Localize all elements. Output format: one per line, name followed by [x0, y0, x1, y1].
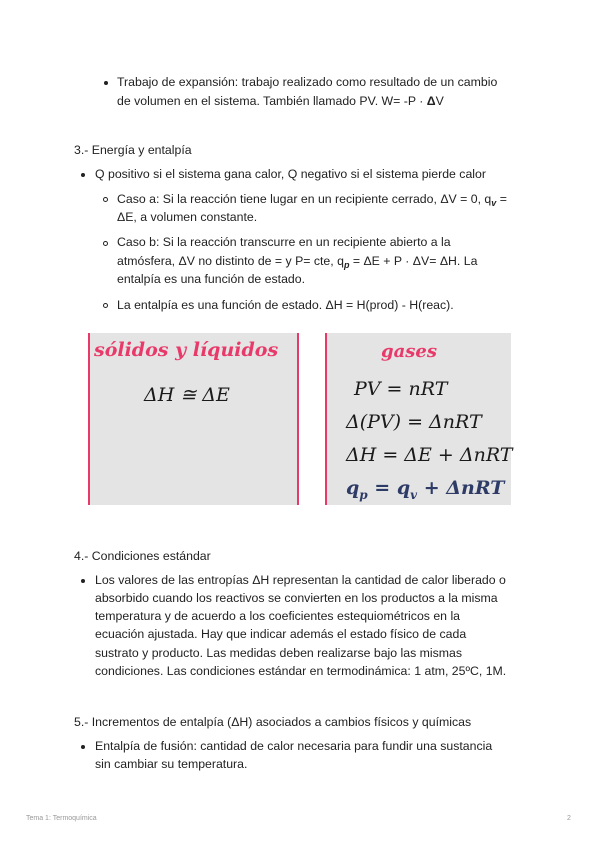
- expansion-line-2: [117, 92, 444, 111]
- caso-a-text: Caso a: Si la reacción tiene lugar en un recipiente cerrado, ΔV = 0, q: [117, 192, 492, 206]
- delta-symbol: Δ: [426, 94, 436, 108]
- bullet-dot: [104, 81, 108, 85]
- entalpia-estado: La entalpía es una función de estado. ΔH = H(prod) - H(reac).: [117, 298, 454, 312]
- solidos-liquidos-title: sólidos y líquidos: [94, 339, 279, 361]
- gas-equation-3: ΔH = ΔE + ΔnRT: [346, 444, 513, 466]
- equals-q: = q: [367, 477, 411, 499]
- divider-mid-right: [325, 333, 327, 505]
- section-5-line-1: Entalpía de fusión: cantidad de calor necesaria para fundir una sustancia: [95, 739, 493, 753]
- section-4-line-4: ecuación ajustada. Hay que indicar además el estado físico de cada: [95, 627, 467, 641]
- expansion-line-2-text: de volumen en el sistema. También llamado PV. W= -P ·: [117, 94, 427, 108]
- section-5-heading: 5.- Incrementos de entalpía (ΔH) asociados a cambios físicos y químicas: [74, 715, 472, 729]
- section-4-line-1: Los valores de las entropías ΔH representan la cantidad de calor liberado o: [95, 573, 506, 587]
- subscript-v: v: [491, 198, 497, 208]
- caso-a-text-end: =: [496, 192, 507, 206]
- bullet-ring: [103, 197, 108, 202]
- section-4-heading: 4.- Condiciones estándar: [74, 549, 211, 563]
- page-number: 2: [567, 815, 571, 822]
- q-symbol: q: [346, 477, 360, 499]
- section-5-line-2: sin cambiar su temperatura.: [95, 757, 248, 771]
- section-3-bullet-1: Q positivo si el sistema gana calor, Q negativo si el sistema pierde calor: [95, 167, 486, 181]
- bullet-ring: [103, 241, 108, 246]
- bullet-dot: [81, 745, 85, 749]
- caso-b-line-3: entalpía es una función de estado.: [117, 272, 306, 286]
- caso-b-line-1: Caso b: Si la reacción transcurre en un recipiente abierto a la: [117, 235, 451, 249]
- bullet-dot: [81, 579, 85, 583]
- bullet-ring: [103, 303, 108, 308]
- plus-term: + ΔnRT: [417, 477, 505, 499]
- solid-equation: ΔH ≅ ΔE: [144, 384, 230, 406]
- section-4-line-3: temperatura y de acuerdo a los coeficientes estequiométricos en la: [95, 609, 461, 623]
- footer-title: Tema 1: Termoquímica: [26, 815, 97, 822]
- expansion-line-1: Trabajo de expansión: trabajo realizado como resultado de un cambio: [117, 75, 498, 89]
- section-4-line-5: sustrato y producto. Las medidas deben realizarse bajo las mismas: [95, 646, 463, 660]
- subscript-p: p: [343, 260, 350, 270]
- gases-title: gases: [381, 341, 437, 362]
- caso-b-text-end: = ΔE + P · ΔV= ΔH. La: [349, 254, 478, 268]
- section-3-heading: 3.- Energía y entalpía: [74, 143, 192, 157]
- subscript-v: v: [410, 488, 418, 502]
- gas-equation-2: Δ(PV) = ΔnRT: [346, 411, 482, 433]
- divider-mid-left: [297, 333, 299, 505]
- caso-a-line-2: ΔE, a volumen constante.: [117, 210, 258, 224]
- expansion-line-2-end: V: [435, 94, 444, 108]
- divider-left: [88, 333, 90, 505]
- caso-b-text: atmósfera, ΔV no distinto de = y P= cte, q: [117, 254, 344, 268]
- bullet-dot: [81, 173, 85, 177]
- caso-b-line-2: [117, 252, 477, 272]
- section-4-line-6: condiciones. Las condiciones estándar en termodinámica: 1 atm, 25ºC, 1M.: [95, 664, 507, 678]
- section-4-line-2: absorbido cuando los reactivos se convierten en los productos a la misma: [95, 591, 498, 605]
- caso-a-line-1: [117, 190, 507, 210]
- gas-equation-1: PV = nRT: [354, 378, 448, 400]
- subscript-p: p: [359, 488, 368, 502]
- gas-equation-4: [346, 479, 504, 500]
